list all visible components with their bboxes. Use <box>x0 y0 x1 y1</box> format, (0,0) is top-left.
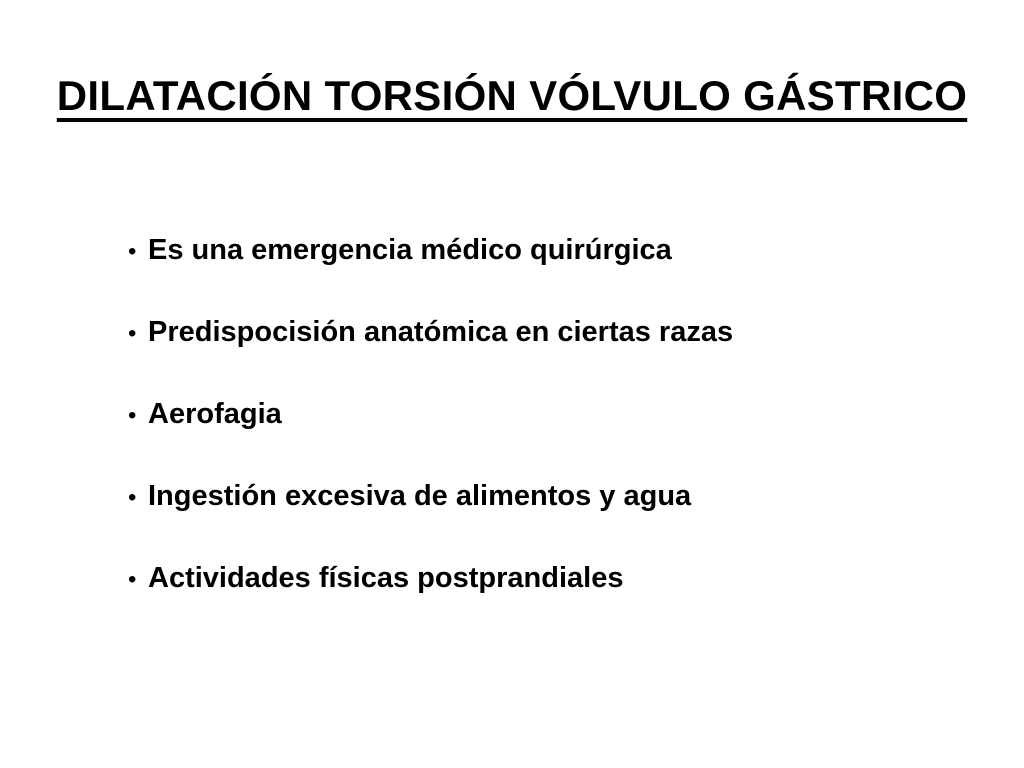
bullet-icon: • <box>128 402 137 429</box>
bullet-icon: • <box>128 320 137 347</box>
bullet-item <box>128 226 733 308</box>
bullet-text: Ingestión excesiva de alimentos y agua <box>148 480 692 512</box>
bullet-icon: • <box>128 484 137 511</box>
bullet-item <box>128 554 733 636</box>
bullet-text: Es una emergencia médico quirúrgica <box>148 234 672 266</box>
bullet-item <box>128 472 733 554</box>
bullet-text: Actividades físicas postprandiales <box>148 562 624 594</box>
bullet-text: Predispocisión anatómica en ciertas razas <box>148 316 734 348</box>
bullet-item <box>128 390 733 472</box>
slide-title-text: DILATACIÓN TORSIÓN VÓLVULO GÁSTRICO <box>56 72 968 119</box>
bullet-item <box>128 308 733 390</box>
slide-title <box>0 68 1024 124</box>
bullet-list <box>128 226 733 636</box>
bullet-text: Aerofagia <box>148 398 282 430</box>
bullet-icon: • <box>128 566 137 593</box>
bullet-icon: • <box>128 238 137 265</box>
